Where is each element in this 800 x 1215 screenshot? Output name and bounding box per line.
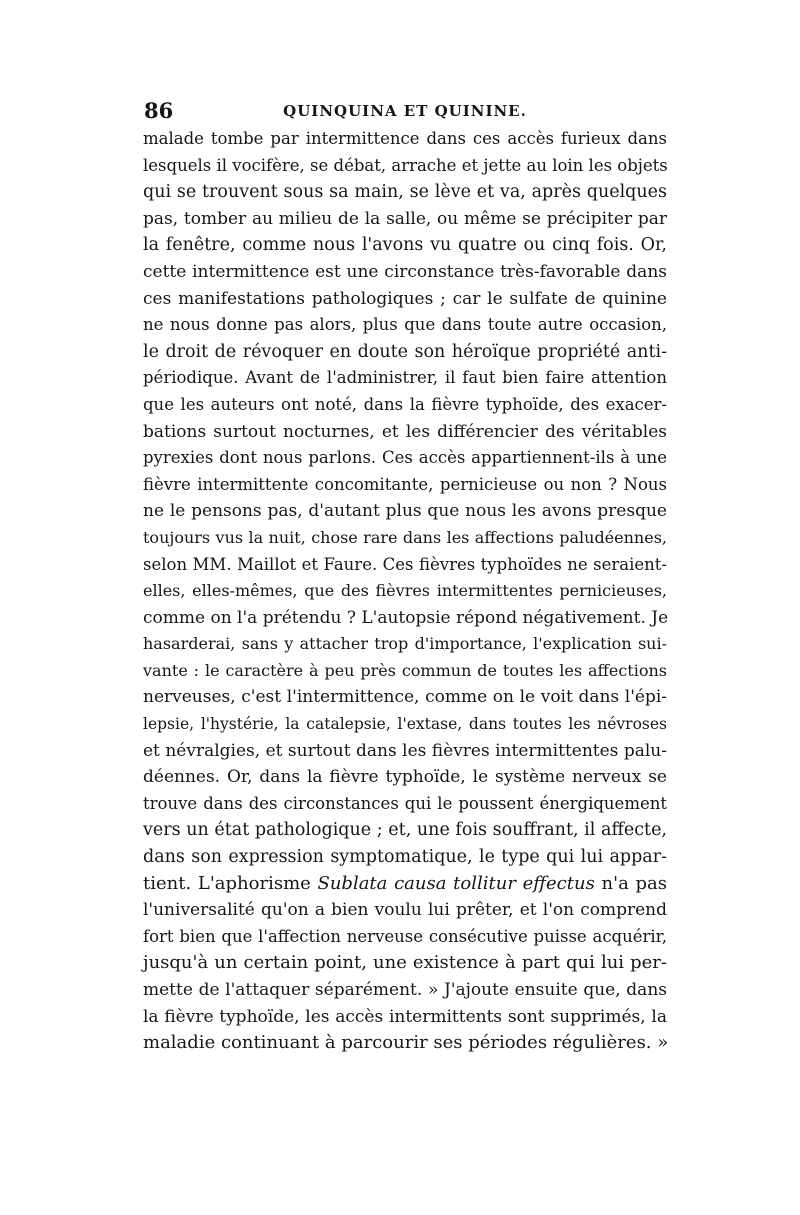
text-line: lesquels il vocifère, se débat, arrache et jette au loin les objets bbox=[143, 155, 668, 175]
text-line: ces manifestations pathologiques ; car le sulfate de quinine bbox=[143, 288, 667, 309]
text-line: fièvre intermittente concomitante, pernicieuse ou non ? Nous bbox=[143, 474, 667, 494]
text-line: fort bien que l'affection nerveuse consécutive puisse acquérir, bbox=[143, 926, 667, 946]
latin-aphorism: Sublata causa tollitur effectus bbox=[317, 872, 595, 894]
aphorism-line bbox=[143, 871, 667, 898]
text-line: l'universalité qu'on a bien voulu lui prêter, et l'on comprend bbox=[143, 900, 667, 921]
text-line: jusqu'à un certain point, une existence à part qui lui per- bbox=[143, 952, 667, 974]
text-line: ne nous donne pas alors, plus que dans toute autre occasion, bbox=[143, 315, 667, 335]
text-line: selon MM. Maillot et Faure. Ces fièvres typhoïdes ne seraient- bbox=[143, 554, 667, 574]
text-line: le droit de révoquer en doute son héroïque propriété anti- bbox=[143, 341, 667, 362]
text-line: périodique. Avant de l'administrer, il faut bien faire attention bbox=[143, 368, 667, 388]
text-line: ne le pensons pas, d'autant plus que nous les avons presque bbox=[143, 501, 667, 522]
body-text bbox=[143, 126, 667, 1057]
text-line: comme on l'a prétendu ? L'autopsie répond négativement. Je bbox=[143, 607, 669, 628]
text-line: qui se trouvent sous sa main, se lève et va, après quelques bbox=[143, 182, 667, 203]
text-line: bations surtout nocturnes, et les différencier des véritables bbox=[143, 421, 667, 442]
text-line: cette intermittence est une circonstance très-favorable dans bbox=[143, 261, 667, 282]
text-line: vers un état pathologique ; et, une fois souffrant, il affecte, bbox=[143, 820, 667, 841]
text-line: dans son expression symptomatique, le type qui lui appar- bbox=[143, 847, 667, 868]
text-line: la fièvre typhoïde, les accès intermittents sont supprimés, la bbox=[143, 1006, 667, 1027]
page-number: 86 bbox=[144, 98, 174, 123]
aphorism-lead: tient. L'aphorisme bbox=[143, 872, 318, 894]
text-line: trouve dans des circonstances qui le poussent énergiquement bbox=[143, 793, 667, 813]
text-line: nerveuses, c'est l'intermittence, comme on le voit dans l'épi- bbox=[143, 687, 667, 708]
text-line: pyrexies dont nous parlons. Ces accès appartiennent-ils à une bbox=[143, 448, 667, 468]
text-line: toujours vus la nuit, chose rare dans les affections paludéennes, bbox=[143, 527, 667, 547]
text-line: malade tombe par intermittence dans ces accès furieux dans bbox=[143, 129, 667, 148]
text-line: mette de l'attaquer séparément. » J'ajoute ensuite que, dans bbox=[143, 980, 667, 1000]
text-line: déennes. Or, dans la fièvre typhoïde, le système nerveux se bbox=[143, 767, 667, 788]
text-line: la fenêtre, comme nous l'avons vu quatre ou cinq fois. Or, bbox=[143, 235, 667, 256]
text-line-final: maladie continuant à parcourir ses périodes régulières. » bbox=[143, 1032, 669, 1054]
text-line: hasarderai, sans y attacher trop d'importance, l'explication sui- bbox=[143, 634, 667, 654]
text-line: lepsie, l'hystérie, la catalepsie, l'extase, dans toutes les névroses bbox=[143, 715, 667, 734]
text-line: vante : le caractère à peu près commun de toutes les affections bbox=[143, 660, 667, 680]
text-line: et névralgies, et surtout dans les fièvres intermittentes palu- bbox=[143, 740, 667, 761]
page-header bbox=[144, 98, 666, 128]
running-title: QUINQUINA ET QUININE. bbox=[283, 102, 527, 120]
text-line: elles, elles-mêmes, que des fièvres intermittentes pernicieuses, bbox=[143, 581, 667, 601]
text-line: pas, tomber au milieu de la salle, ou même se précipiter par bbox=[143, 208, 667, 229]
text-line: que les auteurs ont noté, dans la fièvre typhoïde, des exacer- bbox=[143, 394, 667, 414]
aphorism-tail: n'a pas bbox=[594, 872, 667, 894]
